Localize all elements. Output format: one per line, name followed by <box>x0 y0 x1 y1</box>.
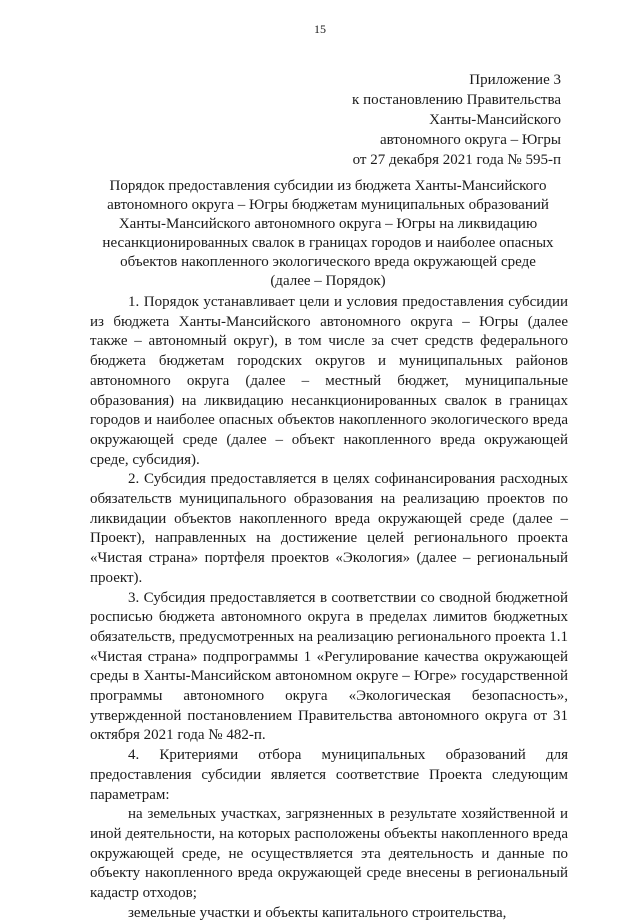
appendix-line: к постановлению Правительства <box>352 92 561 108</box>
title-line: несанкционированных свалок в границах городов и наиболее опасных <box>102 235 554 251</box>
paragraph-4-item-1: на земельных участках, загрязненных в результате хозяйственной и иной деятельности, на которых расположены объекты накопленного вреда окружающей среде, не осуществляется эта деятельность и данные по объекту накопленного вреда окружающей среде внесены в региональный кадастр отходов; <box>90 806 568 902</box>
document-title <box>90 177 566 291</box>
paragraph-4-item-2: земельные участки и объекты капитального строительства, <box>128 904 507 921</box>
title-line: Порядок предоставления субсидии из бюджета Ханты-Мансийского <box>109 178 547 194</box>
paragraph-3: 3. Субсидия предоставляется в соответствии со сводной бюджетной росписью бюджета автономного округа в пределах лимитов бюджетных обязательств, предусмотренных на реализацию регионального проекта 1.1 «Чистая страна» подпрограммы 1 «Регулирование качества окружающей среды в Ханты-Мансийском автономном округе – Югре» государственной программы автономного округа «Экологическая безопасность», утвержденной постановлением Правительства автономного округа от 31 октября 2021 года № 482-п. <box>90 589 568 744</box>
paragraph-4: 4. Критериями отбора муниципальных образований для предоставления субсидии является соответствие Проекта следующим параметрам: <box>90 747 568 803</box>
title-line: автономного округа – Югры бюджетам муниципальных образований <box>107 197 549 213</box>
title-line: Ханты-Мансийского автономного округа – Югры на ликвидацию <box>118 216 538 232</box>
title-line: объектов накопленного экологического вреда окружающей среде <box>120 254 536 270</box>
appendix-line: автономного округа – Югры <box>379 132 561 148</box>
appendix-line: от 27 декабря 2021 года № 595-п <box>352 152 561 168</box>
document-body <box>90 293 568 924</box>
page-number: 15 <box>314 22 326 36</box>
paragraph-1: 1. Порядок устанавливает цели и условия предоставления субсидии из бюджета Ханты-Мансийского автономного округа – Югры (далее также – автономный округ), в том числе за счет средств федерального бюджета бюджетам городских округов и муниципальных районов автономного округа (далее – местный бюджет, муниципальные образования) на ликвидацию несанкционированных свалок в границах городов и наиболее опасных объектов накопленного экологического вреда окружающей среде (далее – объект накопленного вреда окружающей среде, субсидия). <box>90 294 568 468</box>
title-line: (далее – Порядок) <box>270 273 386 289</box>
appendix-line: Приложение 3 <box>469 72 561 88</box>
paragraph-2: 2. Субсидия предоставляется в целях софинансирования расходных обязательств муниципального образования на реализацию проектов по ликвидации объектов накопленного вреда окружающей среде (далее – Проект), направленных на достижение целей регионального проекта «Чистая страна» портфеля проектов «Экология» (далее – региональный проект). <box>90 471 568 586</box>
appendix-block <box>352 70 561 170</box>
appendix-line: Ханты-Мансийского <box>429 112 561 128</box>
